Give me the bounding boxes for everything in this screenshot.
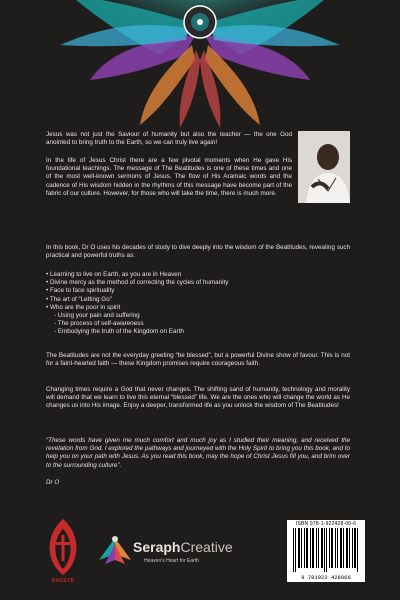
seraph-name-part2: Creative [180, 539, 233, 555]
list-item: • Learning to live on Earth, as you are in Heaven [46, 271, 182, 278]
list-subitem: - Embodying the truth of the Kingdom on Earth [54, 328, 184, 336]
cover-art [0, 0, 400, 130]
isbn-barcode-box [287, 520, 365, 582]
list-item: • Who are the poor in spirit [46, 303, 121, 311]
beatitudes-paragraph: In the life of Jesus Christ there are a few pivotal moments when He gave His foundational teachings. The message of The Beatitudes is one of these times and one of the most well-known sermons of Jesus. The flow of His Aramaic words and the cadence of His wisdom hidden in the rhythms of this message have become part of the fabric of our culture. However, for those who will take the time, there is much more. [46, 157, 292, 197]
seraph-logo [95, 530, 135, 570]
author-quote: “These words have given me much comfort and much joy as I studied their meaning, and received the revelation from God. I explored the pathways and journeyed with the Holy Spirit to bring you this book, and to help you on your path with Jesus. As you read this book, may the hope of Christ Jesus fill you, and brim over to the surrounding culture”. [46, 437, 350, 469]
author-photo [298, 131, 350, 203]
beatitudes-favour-paragraph: The Beatitudes are not the everyday greeting “be blessed”, but a powerful Divine show of favour. This is not for a faint-hearted faith — these Kingdom promises require courageous faith. [46, 352, 350, 368]
seraph-creative-name [133, 539, 233, 555]
quote-signature: Dr O [46, 479, 60, 486]
list-item: • The art of “Letting Go” [46, 295, 112, 303]
isbn-label: ISBN 978-1-922428-06-6 [295, 521, 357, 527]
changing-times-paragraph: Changing times require a God that never changes. The shifting sand of humanity, technology and morality will demand that we learn to live this eternal “blessed” life. We are the ones who will change the world as He changes us into His image. Enjoy a deeper, transformed life as you unlock the wisdom of The Beatitudes! [46, 386, 350, 410]
seraph-tagline: Heaven's Heart for Earth [144, 558, 199, 564]
list-item: • Divine mercy as the method of correcting the cycles of humanity [46, 279, 229, 287]
isbn-digits: 9 781922 428066 [301, 574, 351, 581]
list-subitem: - Using your pain and suffering [54, 312, 140, 320]
book-summary-paragraph: In this book, Dr O uses his decades of study to dive deeply into the wisdom of the Beatitudes, revealing such practical and powerful truths as: [46, 244, 350, 260]
barcode-icon [293, 528, 359, 572]
seraph-name-part1: Seraph [133, 539, 181, 555]
raceye-logo [46, 517, 80, 577]
truths-list [46, 271, 350, 337]
raceye-label: RACEYE [51, 578, 75, 584]
list-item: • Face to face spirituality [46, 287, 115, 295]
list-subitem: - The process of self-awareness [54, 320, 144, 328]
intro-paragraph: Jesus was not just the Saviour of humanity but also the teacher — the one God anointed to bring truth to the Earth, so we can truly live again! [46, 131, 292, 147]
